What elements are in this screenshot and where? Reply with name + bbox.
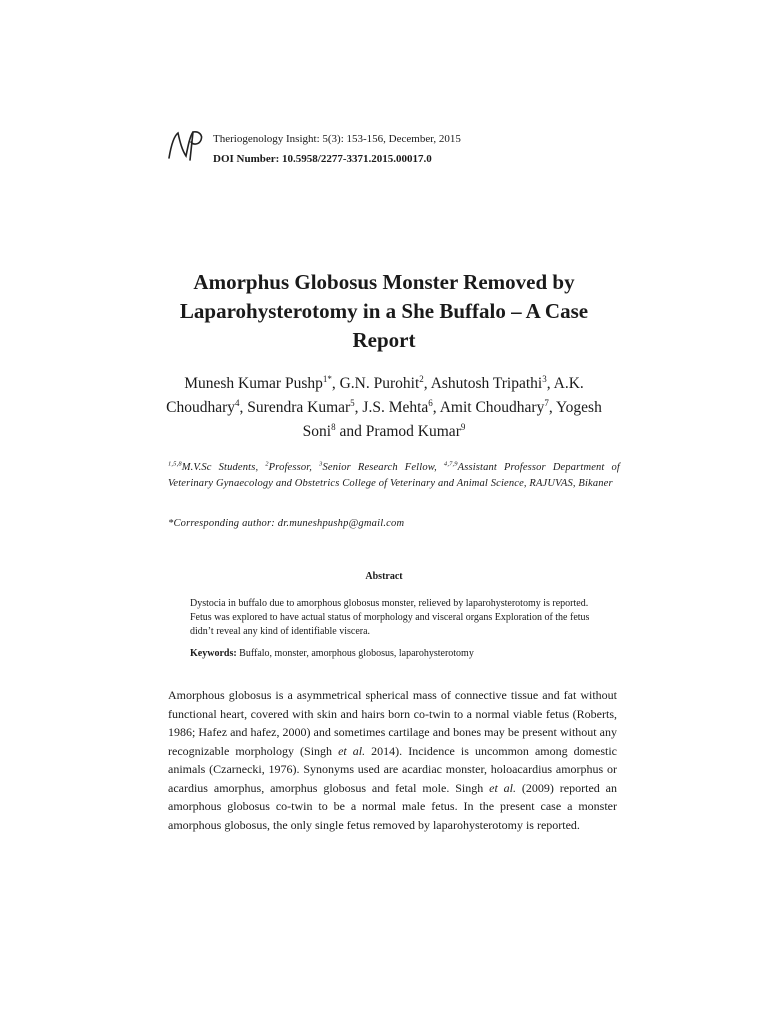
author-list [150,372,618,444]
body-etal-1: et al. [338,743,366,758]
body-etal-2: et al. [489,780,517,795]
keywords-list: Buffalo, monster, amorphous globosus, laparohysterotomy [236,648,474,659]
affil-text-3: Senior Research Fellow, [322,462,444,473]
author-separator: , [432,399,440,416]
author-separator: , [548,399,557,416]
author-name: Munesh Kumar Pushp [184,375,323,392]
affiliation [168,460,620,492]
author-separator: and [335,423,366,440]
doi-number[interactable]: DOI Number: 10.5958/2277-3371.2015.00017.0 [213,153,432,165]
affil-sup-2: 2 [265,460,269,468]
author-name: Amit Choudhary [439,399,545,416]
body-text-3: (2009) reported an amorphous globosus co-twin to be a normal male fetus. In the present case a monster amorphous globosus, the only single fetus removed by laparohysterotomy is reported. [168,780,618,832]
author-affiliation-mark: 7 [544,397,549,408]
body-paragraph [168,686,617,834]
corresponding-author: *Corresponding author: dr.muneshpushp@gmail.com [168,518,405,529]
author-affiliation-mark: 5 [350,397,355,408]
author-affiliation-mark: 8 [331,421,336,432]
keywords [190,648,598,659]
author-name: J.S. Mehta [362,399,429,416]
affil-sup-3: 3 [319,460,323,468]
author-separator: , [331,375,340,392]
author-name: Ashutosh Tripathi [430,375,543,392]
author-name: Pramod Kumar [365,423,461,440]
author-name: G.N. Purohit [339,375,420,392]
author-separator: , [239,399,248,416]
affil-text-2: Professor, [268,462,320,473]
author-separator: , [423,375,431,392]
author-affiliation-mark: 9 [460,421,466,432]
affil-text-1: M.V.Sc Students, [181,462,266,473]
affil-sup-4: 4,7,9 [443,460,458,468]
abstract-heading: Abstract [365,571,403,582]
affil-text-4: Assistant Professor Department of Veterinary Gynaecology and Obstetrics College of Veterinary and Animal Science, RAJUVAS, Bikaner [168,462,620,489]
author-affiliation-mark: 3 [542,373,547,384]
author-name: Surendra Kumar [247,399,351,416]
author-separator: , [546,375,554,392]
paper-title: Amorphus Globosus Monster Removed by Laparohysterotomy in a She Buffalo – A Case Report [179,270,589,352]
author-affiliation-mark: 6 [428,397,433,408]
author-name: Yogesh Soni [302,399,602,440]
abstract-text: Dystocia in buffalo due to amorphous globosus monster, relieved by laparohysterotomy is reported. Fetus was explored to have actual status of morphology and visceral organs Exploration of the fetus didn’t reveal any kind of identifiable viscera. [190,598,590,637]
body-text-1: Amorphous globosus is a asymmetrical spherical mass of connective tissue and fat without functional heart, covered with skin and hairs born co-twin to a normal viable fetus (Roberts, 1986; Hafez and hafez, 2000) and sometimes cartilage and bones may be present without any recognizable morphology (Singh [168,688,617,758]
author-separator: , [354,399,363,416]
keywords-label: Keywords: [190,648,237,659]
author-affiliation-mark: 1* [322,373,332,384]
journal-citation: Theriogenology Insight: 5(3): 153-156, December, 2015 [213,133,461,145]
author-affiliation-mark: 2 [419,373,424,384]
author-name: A.K. Choudhary [166,375,584,416]
body-text-2: 2014). Incidence is uncommon among domestic animals (Czarnecki, 1976). Synonyms used are acardiac monster, holoacardius amorphus or acardius amorphus, amorphus globosus and fetal mole. Singh [168,743,617,795]
affil-sup-1: 1,5,8 [168,460,182,468]
author-affiliation-mark: 4 [235,397,240,408]
journal-logo [166,128,206,162]
